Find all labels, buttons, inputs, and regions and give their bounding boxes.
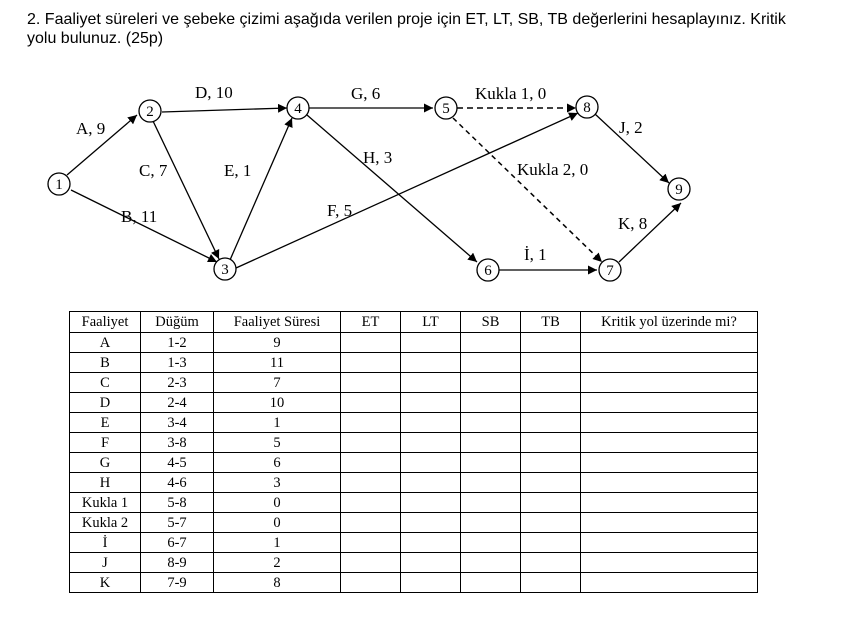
table-header-row (70, 312, 758, 333)
lt-cell[interactable] (401, 513, 461, 533)
critical-cell[interactable] (581, 353, 758, 373)
edge-e (230, 118, 292, 260)
edge-h (307, 115, 477, 262)
label-k: K, 8 (618, 214, 648, 233)
critical-cell[interactable] (581, 473, 758, 493)
table-row (70, 573, 758, 593)
node-cell: 1-3 (141, 353, 214, 373)
table-row (70, 393, 758, 413)
node-cell: 2-4 (141, 393, 214, 413)
critical-cell[interactable] (581, 553, 758, 573)
duration-cell: 2 (214, 553, 341, 573)
lt-cell[interactable] (401, 333, 461, 353)
lt-cell[interactable] (401, 553, 461, 573)
header-et: ET (341, 312, 401, 333)
duration-cell: 10 (214, 393, 341, 413)
critical-cell[interactable] (581, 453, 758, 473)
node-cell: 5-8 (141, 493, 214, 513)
activity-table (69, 311, 758, 593)
activity-cell: Kukla 1 (70, 493, 141, 513)
critical-cell[interactable] (581, 573, 758, 593)
svg-text:9: 9 (675, 182, 683, 198)
node-2 (139, 100, 161, 122)
svg-text:1: 1 (55, 177, 63, 193)
et-cell[interactable] (341, 513, 401, 533)
et-cell[interactable] (341, 553, 401, 573)
svg-text:8: 8 (583, 100, 591, 116)
header-sb: SB (461, 312, 521, 333)
node-3 (214, 258, 236, 280)
label-kukla-1: Kukla 1, 0 (475, 84, 547, 103)
sb-cell[interactable] (461, 493, 521, 513)
duration-cell: 5 (214, 433, 341, 453)
edge-b (71, 190, 217, 262)
critical-cell[interactable] (581, 493, 758, 513)
label-g: G, 6 (351, 84, 381, 103)
table-row (70, 553, 758, 573)
node-6 (477, 259, 499, 281)
critical-cell[interactable] (581, 533, 758, 553)
label-a: A, 9 (76, 119, 106, 138)
header-kritik-yol: Kritik yol üzerinde mi? (581, 312, 758, 333)
lt-cell[interactable] (401, 473, 461, 493)
critical-cell[interactable] (581, 433, 758, 453)
node-cell: 6-7 (141, 533, 214, 553)
activity-cell: K (70, 573, 141, 593)
tb-cell[interactable] (521, 413, 581, 433)
activity-cell: J (70, 553, 141, 573)
table-row (70, 353, 758, 373)
sb-cell[interactable] (461, 553, 521, 573)
table-row (70, 453, 758, 473)
tb-cell[interactable] (521, 533, 581, 553)
sb-cell[interactable] (461, 393, 521, 413)
label-i: İ, 1 (524, 245, 547, 264)
tb-cell[interactable] (521, 453, 581, 473)
sb-cell[interactable] (461, 413, 521, 433)
activity-cell: İ (70, 533, 141, 553)
activity-cell: G (70, 453, 141, 473)
duration-cell: 7 (214, 373, 341, 393)
tb-cell[interactable] (521, 513, 581, 533)
duration-cell: 1 (214, 533, 341, 553)
node-9 (668, 178, 690, 200)
header-lt: LT (401, 312, 461, 333)
svg-text:4: 4 (294, 101, 302, 117)
edge-c (153, 121, 219, 259)
activity-cell: D (70, 393, 141, 413)
svg-text:3: 3 (221, 262, 229, 278)
header-faaliyet-suresi: Faaliyet Süresi (214, 312, 341, 333)
header-tb: TB (521, 312, 581, 333)
label-e: E, 1 (224, 161, 252, 180)
tb-cell[interactable] (521, 373, 581, 393)
tb-cell[interactable] (521, 493, 581, 513)
network-diagram (0, 0, 844, 300)
tb-cell[interactable] (521, 553, 581, 573)
sb-cell[interactable] (461, 433, 521, 453)
label-j: J, 2 (619, 118, 643, 137)
et-cell[interactable] (341, 473, 401, 493)
et-cell[interactable] (341, 373, 401, 393)
duration-cell: 1 (214, 413, 341, 433)
et-cell[interactable] (341, 333, 401, 353)
table-row (70, 413, 758, 433)
et-cell[interactable] (341, 533, 401, 553)
et-cell[interactable] (341, 493, 401, 513)
sb-cell[interactable] (461, 533, 521, 553)
duration-cell: 6 (214, 453, 341, 473)
lt-cell[interactable] (401, 493, 461, 513)
question-text: 2. Faaliyet süreleri ve şebeke çizimi aşağıda verilen proje için ET, LT, SB, TB değerlerini hesaplayınız. Kritik yolu bulunuz. (25p) (27, 11, 786, 47)
node-5 (435, 97, 457, 119)
lt-cell[interactable] (401, 533, 461, 553)
critical-cell[interactable] (581, 513, 758, 533)
lt-cell[interactable] (401, 373, 461, 393)
tb-cell[interactable] (521, 573, 581, 593)
tb-cell[interactable] (521, 393, 581, 413)
sb-cell[interactable] (461, 373, 521, 393)
node-cell: 4-6 (141, 473, 214, 493)
tb-cell[interactable] (521, 433, 581, 453)
activity-cell: H (70, 473, 141, 493)
sb-cell[interactable] (461, 473, 521, 493)
table-row (70, 433, 758, 453)
et-cell[interactable] (341, 433, 401, 453)
label-kukla-2: Kukla 2, 0 (517, 160, 589, 179)
critical-cell[interactable] (581, 333, 758, 353)
node-1 (48, 173, 70, 195)
table-row (70, 373, 758, 393)
node-cell: 5-7 (141, 513, 214, 533)
node-cell: 7-9 (141, 573, 214, 593)
svg-text:7: 7 (606, 263, 614, 279)
activity-cell: E (70, 413, 141, 433)
sb-cell[interactable] (461, 453, 521, 473)
table-row (70, 333, 758, 353)
duration-cell: 11 (214, 353, 341, 373)
activity-cell: C (70, 373, 141, 393)
node-cell: 1-2 (141, 333, 214, 353)
lt-cell[interactable] (401, 413, 461, 433)
et-cell[interactable] (341, 413, 401, 433)
node-8 (576, 96, 598, 118)
sb-cell[interactable] (461, 333, 521, 353)
node-cell: 2-3 (141, 373, 214, 393)
lt-cell[interactable] (401, 393, 461, 413)
critical-cell[interactable] (581, 413, 758, 433)
label-d: D, 10 (195, 83, 233, 102)
critical-cell[interactable] (581, 393, 758, 413)
lt-cell[interactable] (401, 353, 461, 373)
edge-kukla-2 (453, 118, 602, 262)
label-h: H, 3 (363, 148, 393, 167)
activity-cell: F (70, 433, 141, 453)
sb-cell[interactable] (461, 353, 521, 373)
table-row (70, 493, 758, 513)
critical-cell[interactable] (581, 373, 758, 393)
header-faaliyet: Faaliyet (70, 312, 141, 333)
et-cell[interactable] (341, 353, 401, 373)
duration-cell: 0 (214, 493, 341, 513)
sb-cell[interactable] (461, 573, 521, 593)
lt-cell[interactable] (401, 453, 461, 473)
node-cell: 3-8 (141, 433, 214, 453)
node-cell: 3-4 (141, 413, 214, 433)
duration-cell: 8 (214, 573, 341, 593)
duration-cell: 3 (214, 473, 341, 493)
activity-cell: A (70, 333, 141, 353)
et-cell[interactable] (341, 453, 401, 473)
svg-text:5: 5 (442, 101, 450, 117)
edge-d (162, 108, 287, 112)
label-c: C, 7 (139, 161, 168, 180)
duration-cell: 0 (214, 513, 341, 533)
svg-text:2: 2 (146, 104, 154, 120)
table-row (70, 513, 758, 533)
lt-cell[interactable] (401, 573, 461, 593)
duration-cell: 9 (214, 333, 341, 353)
et-cell[interactable] (341, 393, 401, 413)
tb-cell[interactable] (521, 333, 581, 353)
label-b: B, 11 (121, 207, 158, 226)
table-row (70, 473, 758, 493)
node-4 (287, 97, 309, 119)
lt-cell[interactable] (401, 433, 461, 453)
node-cell: 8-9 (141, 553, 214, 573)
node-7 (599, 259, 621, 281)
tb-cell[interactable] (521, 473, 581, 493)
activity-cell: B (70, 353, 141, 373)
et-cell[interactable] (341, 573, 401, 593)
node-cell: 4-5 (141, 453, 214, 473)
activity-cell: Kukla 2 (70, 513, 141, 533)
sb-cell[interactable] (461, 513, 521, 533)
svg-text:6: 6 (484, 263, 492, 279)
label-f: F, 5 (327, 201, 353, 220)
tb-cell[interactable] (521, 353, 581, 373)
table-row (70, 533, 758, 553)
header-dugum: Düğüm (141, 312, 214, 333)
